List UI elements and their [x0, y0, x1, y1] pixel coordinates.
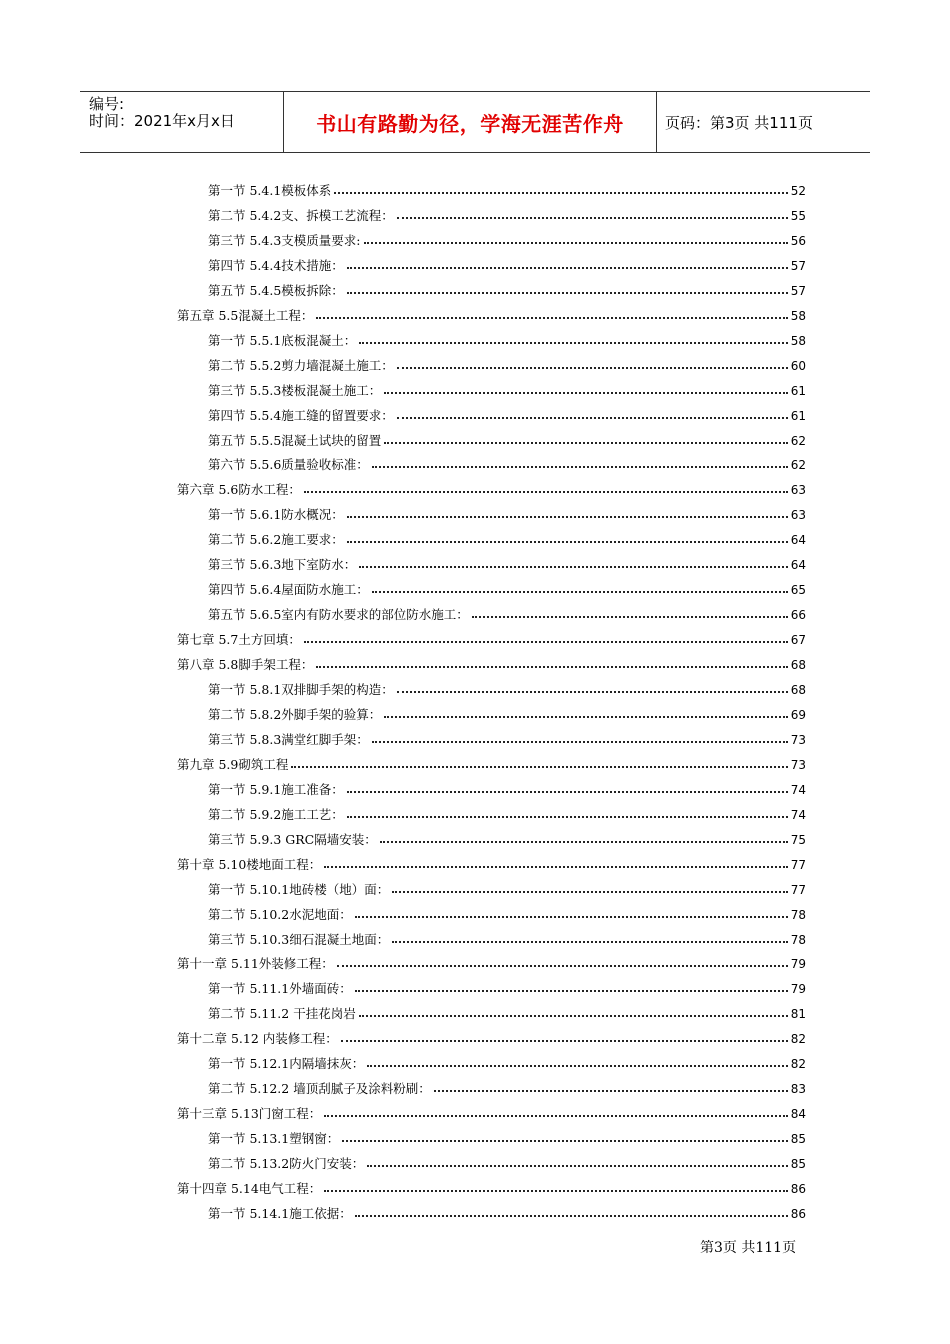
toc-section-row[interactable]	[208, 777, 806, 802]
toc-entry-title: 第二节 5.13.2防火门安装：	[208, 1156, 365, 1172]
toc-dot-leader	[342, 1129, 787, 1142]
toc-page-number: 67	[790, 633, 806, 648]
toc-entry-title: 第二节 5.6.2施工要求：	[208, 532, 344, 548]
toc-dot-leader	[347, 256, 788, 269]
toc-section-row[interactable]	[208, 378, 806, 403]
header-motto: 书山有路勤为径，学海无涯苦作舟	[283, 92, 657, 152]
toc-page-number: 74	[790, 782, 806, 797]
toc-page-number: 58	[790, 333, 806, 348]
toc-dot-leader	[384, 430, 787, 443]
toc-section-row[interactable]	[208, 178, 806, 203]
toc-dot-leader	[372, 580, 788, 593]
toc-entry-title: 第二节 5.4.2支、拆模工艺流程：	[208, 207, 394, 223]
header-meta	[80, 92, 283, 152]
toc-page-number: 68	[790, 683, 806, 697]
toc-dot-leader	[334, 181, 787, 194]
toc-section-row[interactable]	[208, 428, 806, 453]
toc-entry-title: 第一节 5.5.1底板混凝土：	[208, 332, 357, 348]
toc-entry-title: 第一节 5.6.1防水概况：	[208, 507, 344, 523]
toc-page-number: 63	[790, 483, 806, 498]
toc-section-row[interactable]	[208, 278, 806, 303]
toc-dot-leader	[364, 231, 788, 244]
toc-page-number: 77	[790, 882, 806, 897]
toc-page-number: 58	[790, 308, 806, 323]
toc-page-number: 82	[790, 1032, 806, 1047]
toc-section-row[interactable]	[208, 1051, 806, 1076]
toc-page-number: 69	[790, 707, 806, 722]
toc-page-number: 56	[790, 233, 806, 248]
toc-section-row[interactable]	[208, 502, 806, 527]
toc-section-row[interactable]	[208, 1076, 806, 1101]
toc-entry-title: 第十章 5.10楼地面工程：	[177, 856, 322, 872]
toc-entry-title: 第二节 5.9.2施工工艺：	[208, 806, 344, 822]
toc-dot-leader	[372, 455, 788, 468]
toc-entry-title: 第三节 5.9.3 GRC隔墙安装：	[208, 831, 377, 847]
toc-section-row[interactable]	[208, 976, 806, 1001]
toc-page-number: 83	[790, 1082, 806, 1097]
toc-entry-title: 第四节 5.5.4施工缝的留置要求：	[208, 407, 394, 423]
toc-section-row[interactable]	[208, 552, 806, 577]
toc-dot-leader	[359, 555, 787, 568]
toc-chapter-row[interactable]	[177, 852, 806, 877]
toc-entry-title: 第五章 5.5混凝土工程：	[177, 307, 314, 323]
toc-dot-leader	[397, 680, 788, 693]
toc-dot-leader	[392, 929, 787, 942]
date-label: 时间：2021年x月x日	[89, 112, 235, 130]
toc-dot-leader	[324, 1104, 787, 1117]
toc-section-row[interactable]	[208, 253, 806, 278]
serial-label: 编号:	[89, 95, 125, 113]
toc-chapter-row[interactable]	[177, 1176, 806, 1201]
toc-entry-title: 第二节 5.11.2 干挂花岗岩	[208, 1006, 356, 1022]
toc-page-number: 60	[790, 358, 806, 373]
toc-entry-title: 第三节 5.5.3楼板混凝土施工：	[208, 382, 382, 398]
toc-entry-title: 第五节 5.4.5模板拆除：	[208, 282, 344, 298]
toc-page-number: 77	[790, 857, 806, 872]
toc-dot-leader	[359, 1004, 788, 1017]
toc-dot-leader	[397, 355, 788, 368]
toc-chapter-row[interactable]	[177, 627, 806, 652]
toc-entry-title: 第四节 5.4.4技术措施：	[208, 257, 344, 273]
toc-page-number: 73	[790, 757, 806, 772]
toc-section-row[interactable]	[208, 403, 806, 428]
toc-chapter-row[interactable]	[177, 303, 806, 328]
toc-page-number: 81	[790, 1007, 806, 1022]
toc-chapter-row[interactable]	[177, 752, 806, 777]
toc-page-number: 57	[790, 258, 806, 273]
toc-dot-leader	[347, 530, 788, 543]
toc-page-number: 86	[790, 1182, 806, 1196]
toc-section-row[interactable]	[208, 527, 806, 552]
toc-entry-title: 第三节 5.4.3支模质量要求:	[208, 232, 361, 248]
toc-page-number: 63	[790, 508, 806, 523]
toc-dot-leader	[324, 854, 787, 867]
toc-chapter-row[interactable]	[177, 1101, 806, 1126]
toc-dot-leader	[384, 380, 787, 393]
toc-entry-title: 第二节 5.12.2 墙顶刮腻子及涂料粉刷：	[208, 1081, 431, 1097]
toc-page-number: 86	[790, 1206, 806, 1221]
toc-entry-title: 第二节 5.10.2水泥地面：	[208, 906, 352, 922]
toc-dot-leader	[347, 805, 788, 818]
toc-page-number: 61	[790, 383, 806, 398]
toc-entry-title: 第二节 5.5.2剪力墙混凝土施工：	[208, 357, 394, 373]
toc-dot-leader	[316, 655, 787, 668]
toc-dot-leader	[347, 505, 788, 518]
toc-page-number: 66	[790, 608, 806, 623]
toc-dot-leader	[434, 1079, 788, 1092]
toc-entry-title: 第五节 5.5.5混凝土试块的留置	[208, 432, 382, 448]
toc-dot-leader	[372, 730, 788, 743]
toc-page-number: 75	[790, 832, 806, 847]
toc-page-number: 79	[790, 982, 806, 997]
toc-entry-title: 第五节 5.6.5室内有防水要求的部位防水施工：	[208, 607, 469, 623]
toc-dot-leader	[380, 829, 788, 842]
toc-dot-leader	[316, 306, 787, 319]
toc-section-row[interactable]	[208, 1126, 806, 1151]
toc-dot-leader	[384, 705, 787, 718]
toc-page-number: 52	[790, 184, 806, 198]
toc-entry-title: 第一节 5.4.1模板体系	[208, 183, 332, 198]
toc-entry-title: 第一节 5.14.1施工依据：	[208, 1205, 352, 1221]
toc-dot-leader	[392, 879, 787, 892]
toc-page-number: 65	[790, 583, 806, 598]
toc-page-number: 57	[790, 283, 806, 298]
toc-page-number: 78	[790, 907, 806, 922]
toc-entry-title: 第二节 5.8.2外脚手架的验算：	[208, 706, 382, 722]
toc-entry-title: 第一节 5.9.1施工准备：	[208, 781, 344, 797]
toc-dot-leader	[347, 780, 788, 793]
toc-section-row[interactable]	[208, 702, 806, 727]
toc-dot-leader	[304, 630, 788, 643]
toc-section-row[interactable]	[208, 802, 806, 827]
toc-dot-leader	[359, 330, 787, 343]
toc-entry-title: 第八章 5.8脚手架工程：	[177, 657, 314, 673]
toc-page-number: 82	[790, 1057, 806, 1072]
page-footer: 第3页 共111页	[700, 1240, 797, 1256]
toc-page-number: 78	[790, 932, 806, 947]
toc-page-number: 85	[790, 1132, 806, 1147]
toc-dot-leader	[397, 206, 788, 219]
toc-dot-leader	[291, 755, 787, 768]
toc-entry-title: 第七章 5.7土方回填：	[177, 632, 301, 648]
toc-chapter-row[interactable]	[177, 1026, 806, 1051]
toc-dot-leader	[347, 281, 788, 294]
toc-entry-title: 第六章 5.6防水工程：	[177, 482, 301, 498]
toc-page-number: 74	[790, 807, 806, 822]
toc-dot-leader	[324, 1179, 787, 1192]
toc-entry-title: 第三节 5.8.3满堂红脚手架：	[208, 731, 369, 747]
toc-section-row[interactable]	[208, 328, 806, 353]
toc-page-number: 85	[790, 1157, 806, 1172]
toc-section-row[interactable]	[208, 1151, 806, 1176]
toc-dot-leader	[337, 954, 788, 967]
page-header	[80, 91, 870, 153]
toc-chapter-row[interactable]	[177, 652, 806, 677]
toc-entry-title: 第三节 5.6.3地下室防水：	[208, 557, 357, 573]
toc-section-row[interactable]	[208, 1001, 806, 1026]
toc-entry-title: 第三节 5.10.3细石混凝土地面：	[208, 931, 390, 947]
toc-section-row[interactable]	[208, 902, 806, 927]
toc-dot-leader	[355, 979, 788, 992]
toc-section-row[interactable]	[208, 677, 806, 702]
toc-entry-title: 第十三章 5.13门窗工程：	[177, 1106, 322, 1122]
toc-dot-leader	[367, 1154, 787, 1167]
toc-section-row[interactable]	[208, 203, 806, 228]
toc-dot-leader	[367, 1054, 787, 1067]
toc-entry-title: 第六节 5.5.6质量验收标准：	[208, 457, 369, 473]
toc-section-row[interactable]	[208, 877, 806, 902]
toc-page-number: 62	[790, 458, 806, 473]
toc-entry-title: 第十二章 5.12 内装修工程：	[177, 1031, 338, 1047]
toc-dot-leader	[355, 904, 788, 917]
toc-dot-leader	[397, 405, 788, 418]
toc-section-row[interactable]	[208, 827, 806, 852]
toc-page-number: 73	[790, 732, 806, 747]
header-page-code: 页码：第3页 共111页	[665, 113, 813, 132]
toc-entry-title: 第十四章 5.14电气工程：	[177, 1181, 322, 1196]
toc-dot-leader	[472, 605, 788, 618]
toc-page-number: 61	[790, 408, 806, 423]
toc-chapter-row[interactable]	[177, 951, 806, 976]
toc-section-row[interactable]	[208, 602, 806, 627]
toc-dot-leader	[355, 1204, 788, 1217]
toc-entry-title: 第一节 5.11.1外墙面砖：	[208, 981, 352, 997]
toc-page-number: 62	[790, 433, 806, 448]
toc-entry-title: 第一节 5.12.1内隔墙抹灰：	[208, 1056, 365, 1072]
toc-page-number: 64	[790, 533, 806, 548]
toc-page-number: 79	[790, 957, 806, 972]
toc-section-row[interactable]	[208, 727, 806, 752]
toc-page-number: 68	[790, 658, 806, 673]
toc-section-row[interactable]	[208, 228, 806, 253]
toc-entry-title: 第一节 5.13.1塑钢窗：	[208, 1131, 340, 1147]
toc-entry-title: 第一节 5.10.1地砖楼（地）面：	[208, 881, 390, 897]
toc-section-row[interactable]	[208, 577, 806, 602]
toc-section-row[interactable]	[208, 927, 806, 952]
toc-section-row[interactable]	[208, 1201, 806, 1226]
toc-page-number: 55	[790, 208, 806, 223]
toc-entry-title: 第一节 5.8.1双排脚手架的构造：	[208, 682, 394, 697]
toc-dot-leader	[304, 480, 788, 493]
toc-page-number: 64	[790, 558, 806, 573]
toc-entry-title: 第十一章 5.11外装修工程：	[177, 956, 334, 972]
toc-chapter-row[interactable]	[177, 477, 806, 502]
toc-dot-leader	[341, 1029, 788, 1042]
toc-page-number: 84	[790, 1107, 806, 1122]
toc-entry-title: 第九章 5.9砌筑工程	[177, 756, 289, 772]
toc-section-row[interactable]	[208, 452, 806, 477]
toc-section-row[interactable]	[208, 353, 806, 378]
toc-entry-title: 第四节 5.6.4屋面防水施工：	[208, 582, 369, 598]
